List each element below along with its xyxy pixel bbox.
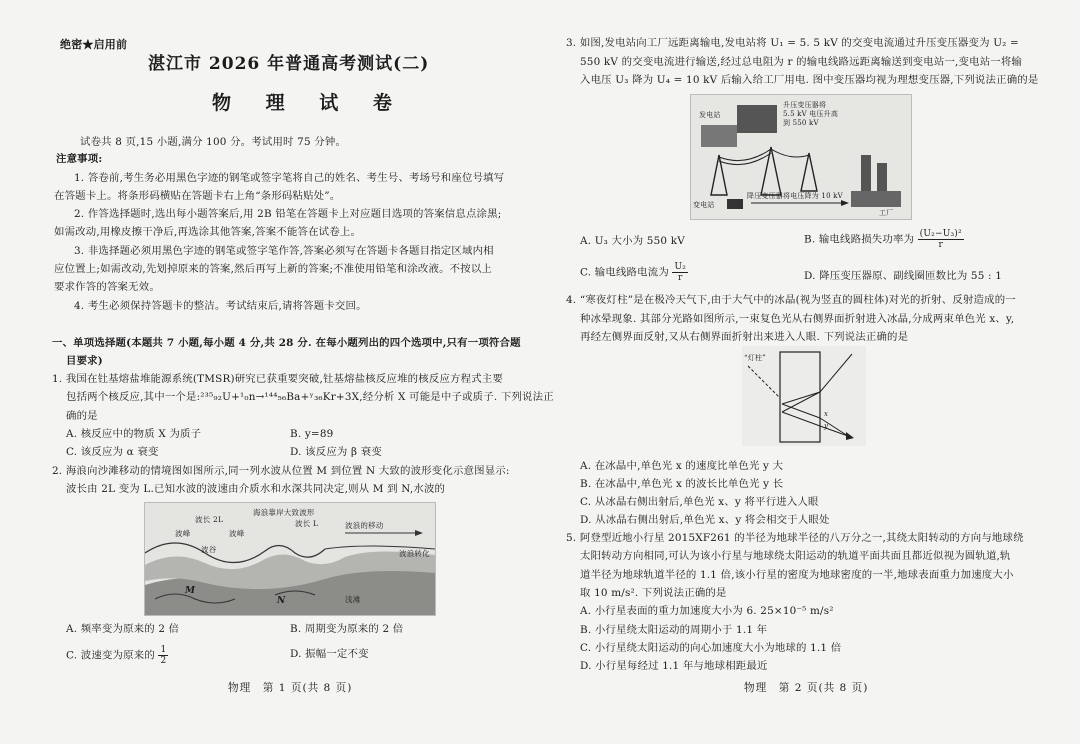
note-line: 在答题卡上。将条形码横贴在答题卡右上角“条形码粘贴处”。 — [54, 190, 341, 202]
lamp-pillar-label: “灯柱” — [744, 354, 766, 362]
q3-option-c-fraction — [672, 262, 688, 283]
ray-x-label: x — [824, 410, 829, 418]
q5-option-c: C. 小行星绕太阳运动的向心加速度大小为地球的 1.1 倍 — [580, 642, 842, 654]
q1-option-c: C. 该反应为 α 衰变 — [66, 446, 159, 458]
q1-option-d: D. 该反应为 β 衰变 — [290, 446, 382, 458]
page-footer-left: 物理 第 1 页(共 8 页) — [228, 682, 353, 694]
wave-figure-title: 海浪靠岸大致波形 — [253, 508, 315, 517]
q5-option-d: D. 小行星每经过 1.1 年与地球相距最近 — [580, 660, 768, 672]
note-line: 1. 答卷前,考生务必用黑色字迹的钢笔或签字笔将自己的姓名、考生号、考场号和座位号填写 — [74, 172, 505, 184]
fraction-numerator: (U₂−U₃)² — [919, 229, 962, 239]
q3-stem: 入电压 U₃ 降为 U₄ = 10 kV 后输入给工厂用电. 图中变压器均视为理想变压器,下列说法正确的是 — [580, 74, 1039, 86]
subject-title: 物 理 试 卷 — [212, 92, 406, 114]
q2-stem: 波长由 2L 变为 L.已知水波的波速由介质水和水深共同决定,则从 M 到 N,水波的 — [66, 483, 446, 495]
section-heading-cont: 目要求) — [66, 355, 103, 367]
q3-stem: 3. 如图,发电站向工厂远距离输电,发电站将 U₁ = 5. 5 kV 的交变电流通过升压变压器变为 U₂ = — [566, 37, 1019, 49]
q1-stem: 确的是 — [66, 410, 98, 422]
q3-option-c-text: C. 输电线路电流为 — [580, 266, 669, 279]
q2-stem: 2. 海浪向沙滩移动的情境图如图所示,同一列水波从位置 M 到位置 N 大致的波形变化示意图显示: — [52, 465, 510, 477]
trough-label: 波谷 — [201, 545, 217, 554]
q1-stem: 1. 我国在钍基熔盐堆能源系统(TMSR)研究已获重要突破,钍基熔盐核反应堆的核反应方程式主要 — [52, 373, 503, 385]
substation-label: 变电站 — [693, 201, 715, 209]
q1-option-b: B. y=89 — [290, 428, 334, 440]
exam-title: 湛江市 2026 年普通高考测试(二) — [148, 54, 430, 74]
station-label: 发电站 — [699, 111, 721, 119]
q2-option-d: D. 振幅一定不变 — [290, 648, 369, 660]
fraction-denominator: r — [677, 273, 683, 283]
step-up-note: 升压变压器将 — [783, 101, 827, 109]
q2-option-b: B. 周期变为原来的 2 倍 — [290, 623, 404, 635]
q2-option-c-fraction — [158, 645, 168, 666]
q4-stem: 种冰晕现象. 其部分光路如图所示,一束复色光从右侧界面折射进入冰晶,分成两束单色光 x、y, — [580, 313, 1015, 325]
left-column — [52, 0, 554, 744]
q4-option-b: B. 在冰晶中,单色光 x 的波长比单色光 y 长 — [580, 478, 784, 490]
ray-y-label: y — [824, 422, 829, 430]
ice-crystal-figure — [742, 346, 866, 446]
q5-stem: 5. 阿登型近地小行星 2015XF261 的半径为地球半径的八万分之一,其绕太阳转动的方向与地球绕 — [566, 532, 1024, 544]
q3-option-c — [580, 262, 688, 283]
wave-illustration — [145, 503, 435, 615]
note-line: 4. 考生必须保持答题卡的整洁。考试结束后,请将答题卡交回。 — [74, 300, 367, 312]
secret-label: 绝密★启用前 — [60, 38, 128, 51]
note-line: 如需改动,用橡皮擦干净后,再选涂其他答案,答案不能答在试卷上。 — [54, 226, 362, 238]
fraction-numerator: U₂ — [674, 262, 687, 272]
page-footer-right: 物理 第 2 页(共 8 页) — [744, 682, 869, 694]
right-column — [566, 0, 1039, 744]
q5-stem: 取 10 m/s². 下列说法正确的是 — [580, 587, 727, 599]
q4-stem: 4. “寒夜灯柱”是在极冷天气下,由于大气中的冰晶(视为竖直的圆柱体)对光的折射、反射造成的一 — [566, 294, 1016, 306]
q4-option-a: A. 在冰晶中,单色光 x 的速度比单色光 y 大 — [580, 460, 784, 472]
crest-label: 波峰 — [175, 529, 191, 538]
q3-option-b — [804, 229, 964, 250]
q1-stem: 包括两个核反应,其中一个是:²³⁵₉₂U+¹₀n→¹⁴⁴₅₆Ba+ʸ₃₆Kr+3X,经分析 X 可能是中子或质子. 下列说法正 — [66, 391, 554, 403]
wavelength-2l-label: 波长 2L — [195, 515, 224, 524]
fraction-denominator: r — [938, 240, 944, 250]
crest-label: 波峰 — [229, 529, 245, 538]
q3-option-b-fraction — [918, 229, 964, 250]
q4-option-c: C. 从冰晶右侧出射后,单色光 x、y 将平行进入人眼 — [580, 496, 819, 508]
wavelength-l-label: 波长 L — [295, 519, 319, 528]
note-line: 2. 作答选择题时,选出每小题答案后,用 2B 铅笔在答题卡上对应题目选项的答案信息点涂黑; — [74, 208, 502, 220]
wave-breaking-label: 波浪转化 — [399, 549, 430, 558]
q3-option-b-text: B. 输电线路损失功率为 — [804, 233, 915, 246]
shallow-label: 浅滩 — [345, 595, 361, 604]
q2-option-c-text: C. 波速变为原来的 — [66, 649, 155, 662]
step-up-note: 5.5 kV 电压升高 — [783, 110, 839, 118]
transmission-figure — [690, 94, 912, 220]
step-down-note: 降压变压器将电压降为 10 kV — [747, 192, 843, 200]
section-heading: 一、单项选择题(本题共 7 小题,每小题 4 分,共 28 分. 在每小题列出的四个选项中,只有一项符合题 — [52, 337, 521, 349]
factory-label: 工厂 — [879, 209, 894, 217]
q3-option-d: D. 降压变压器原、副线圈匝数比为 55 : 1 — [804, 270, 1003, 282]
q2-option-a: A. 频率变为原来的 2 倍 — [66, 623, 180, 635]
q5-option-b: B. 小行星绕太阳运动的周期小于 1.1 年 — [580, 624, 768, 636]
q5-stem: 道半径为地球轨道半径的 1.1 倍,该小行星的密度为地球密度的一半,地球表面重力加速度大小 — [580, 569, 1014, 581]
q3-stem: 550 kV 的交变电流进行输送,经过总电阻为 r 的输电线路远距离输送到变电站一,变电站一将输 — [580, 56, 1023, 68]
note-line: 要求作答的答案无效。 — [54, 281, 160, 293]
q4-stem: 再经左侧界面反射,又从右侧界面折射出来进入人眼. 下列说法正确的是 — [580, 331, 909, 343]
notes-title: 注意事项: — [56, 153, 103, 165]
q4-option-d: D. 从冰晶右侧出射后,单色光 x、y 将会相交于人眼处 — [580, 514, 830, 526]
point-m-label: M — [185, 586, 196, 596]
q5-option-a: A. 小行星表面的重力加速度大小为 6. 25×10⁻⁵ m/s² — [580, 605, 834, 617]
q5-stem: 太阳转动方向相同,可认为该小行星与地球绕太阳运动的轨道平面共面且都近似视为圆轨道,轨 — [580, 550, 1011, 562]
note-line: 3. 非选择题必须用黑色字迹的钢笔或签字笔作答,答案必须写在答题卡各题目指定区域内相 — [74, 245, 494, 257]
fraction-denominator: 2 — [160, 656, 167, 666]
q1-option-a: A. 核反应中的物质 X 为质子 — [66, 428, 202, 440]
point-n-label: N — [277, 596, 286, 606]
q2-option-c — [66, 645, 168, 666]
q3-option-a: A. U₃ 大小为 550 kV — [580, 235, 685, 247]
exam-info: 试卷共 8 页,15 小题,满分 100 分。考试用时 75 分钟。 — [80, 136, 347, 148]
step-up-note: 到 550 kV — [783, 119, 819, 127]
fraction-numerator: 1 — [160, 645, 167, 655]
note-line: 应位置上;如需改动,先划掉原来的答案,然后再写上新的答案;不准使用铅笔和涂改液。不按以上 — [54, 263, 493, 275]
wave-movement-label: 波浪的移动 — [345, 521, 384, 530]
wave-figure — [144, 502, 436, 616]
